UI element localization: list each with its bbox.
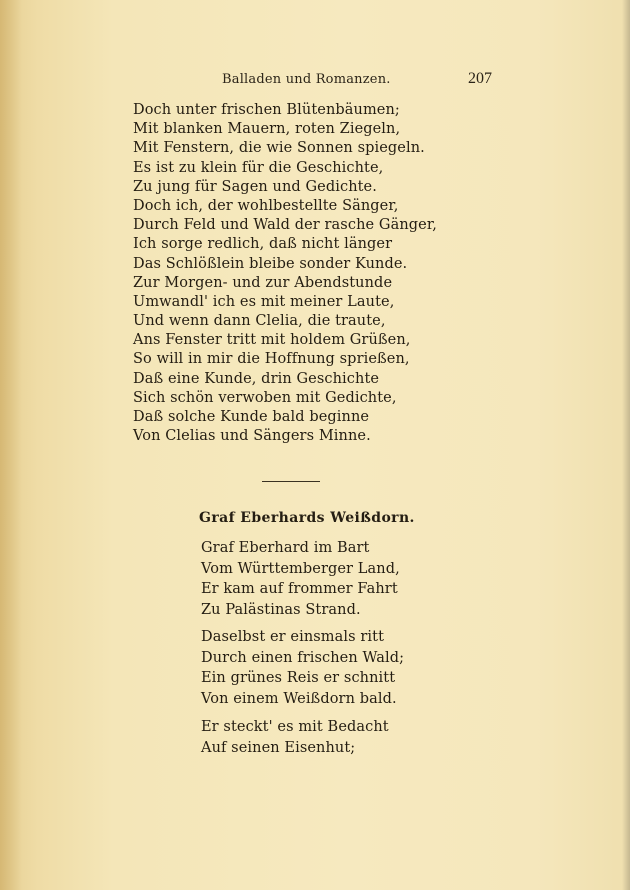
poem-line: Und wenn dann Clelia, die traute, xyxy=(133,313,386,330)
poem-line: Daß eine Kunde, drin Geschichte xyxy=(133,370,380,387)
section-divider xyxy=(262,481,320,482)
poem-line: Das Schlößlein bleibe sonder Kunde. xyxy=(133,255,408,272)
running-head: Balladen und Romanzen. xyxy=(222,72,391,87)
poem-line: Ein grünes Reis er schnitt xyxy=(201,670,396,687)
poem-line: Durch einen frischen Wald; xyxy=(201,649,405,666)
poem-line: Von Clelias und Sängers Minne. xyxy=(133,428,371,445)
poem-line: Doch unter frischen Blütenbäumen; xyxy=(133,102,400,118)
continued-poem xyxy=(133,101,437,446)
poem-line: Vom Württemberger Land, xyxy=(201,560,400,577)
poem-line: Mit Fenstern, die wie Sonnen spiegeln. xyxy=(133,140,425,157)
poem-line: So will in mir die Hoffnung sprießen, xyxy=(133,351,410,368)
poem-line: Umwandl' ich es mit meiner Laute, xyxy=(133,293,395,310)
poem-line: Daselbst er einsmals ritt xyxy=(201,629,385,645)
poem-line: Zu Palästinas Strand. xyxy=(201,601,361,618)
poem-line: Daß solche Kunde bald beginne xyxy=(133,409,370,425)
poem-title: Graf Eberhards Weißdorn. xyxy=(199,510,415,526)
poem-line: Doch ich, der wohlbestellte Sänger, xyxy=(133,197,399,214)
poem-line: Es ist zu klein für die Geschichte, xyxy=(133,159,384,176)
poem-line: Er steckt' es mit Bedacht xyxy=(201,719,389,735)
stanza-1 xyxy=(201,538,400,620)
poem-line: Ich sorge redlich, daß nicht länger xyxy=(133,236,393,253)
poem-line: Ans Fenster tritt mit holdem Grüßen, xyxy=(133,332,411,349)
stanza-2 xyxy=(201,627,404,709)
poem-line: Mit blanken Mauern, roten Ziegeln, xyxy=(133,121,401,138)
poem-line: Sich schön verwoben mit Gedichte, xyxy=(133,389,397,406)
poem-line: Graf Eberhard im Bart xyxy=(201,540,370,556)
poem-line: Zur Morgen- und zur Abendstunde xyxy=(133,274,393,291)
poem-line: Er kam auf frommer Fahrt xyxy=(201,581,398,598)
stanza-3 xyxy=(201,717,389,758)
page-number: 207 xyxy=(468,70,492,87)
poem-line: Auf seinen Eisenhut; xyxy=(201,739,356,756)
poem-line: Durch Feld und Wald der rasche Gänger, xyxy=(133,217,437,234)
poem-line: Von einem Weißdorn bald. xyxy=(201,690,397,707)
poem-line: Zu jung für Sagen und Gedichte. xyxy=(133,178,377,195)
